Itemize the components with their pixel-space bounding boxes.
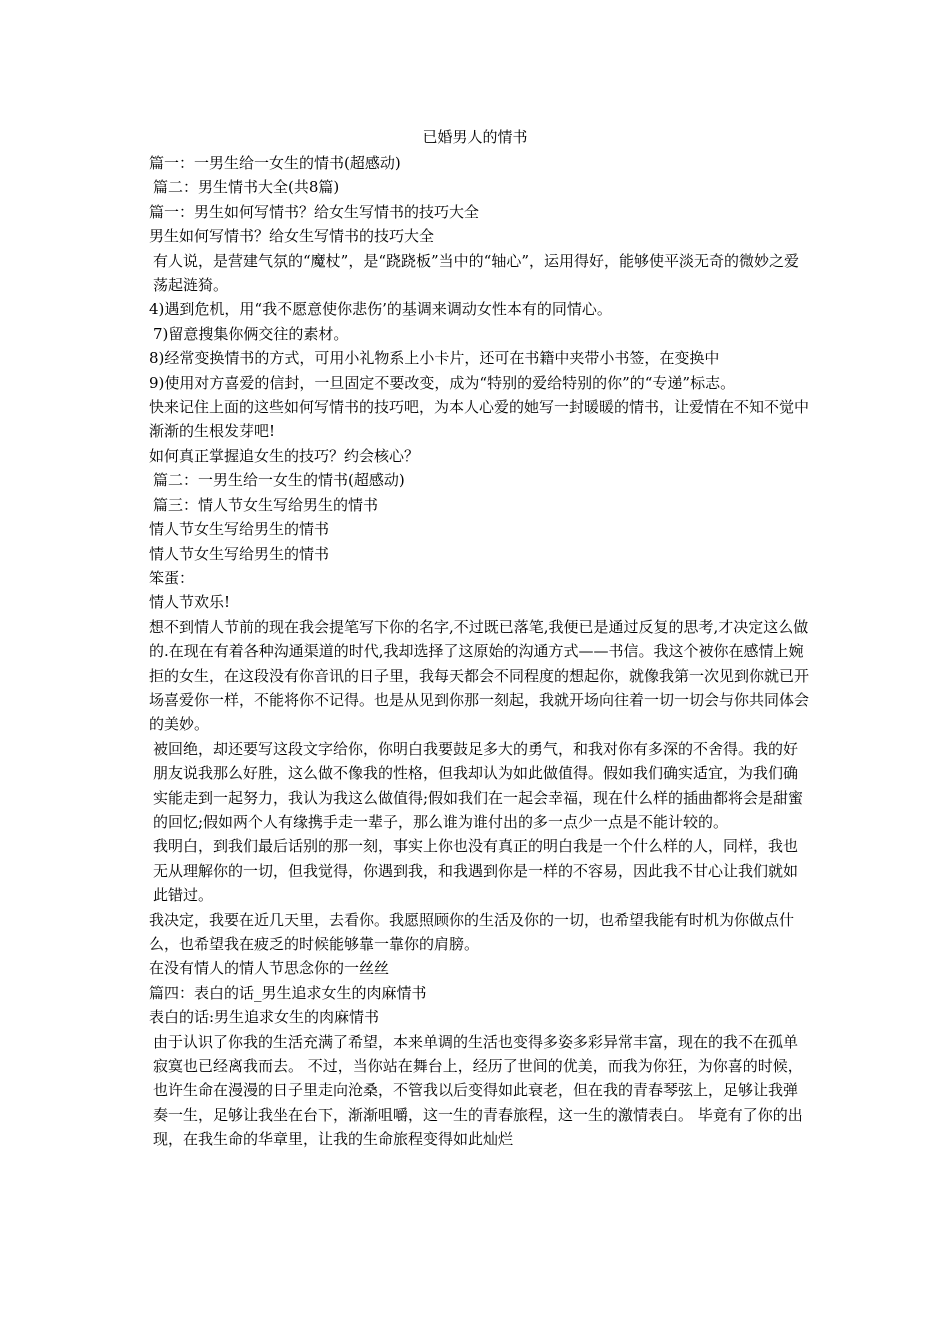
paragraph: 如何真正掌握追女生的技巧？约会核心？	[149, 446, 420, 465]
paragraph-heading: 篇三：情人节女生写给男生的情书	[153, 495, 379, 514]
paragraph-heading: 篇二：一男生给一女生的情书(超感动)	[153, 471, 405, 490]
document-body	[145, 151, 811, 1152]
paragraph-heading-2: 篇二：男生情书大全(共8篇)	[153, 178, 340, 197]
paragraph: 9)使用对方喜爱的信封，一旦固定不要改变，成为“特别的爱给特别的你”的“专递”标志。	[149, 373, 736, 392]
paragraph: 想不到情人节前的现在我会提笔写下你的名字,不过既已落笔,我便已是通过反复的思考,才决定这么做的.在现在有着各种沟通渠道的时代,我却选择了这原始的沟通方式——书信。我这个被你在感情上婉拒的女生，在这段没有你音讯的日子里，我每天都会不同程度的想起你，就像我第一次见到你就已开场喜爱你一样，不能将你不记得。也是从见到你那一刻起，我就开场向往着一切一切会与你共同体会的美妙。	[149, 617, 810, 734]
paragraph: 我明白，到我们最后话别的那一刻，事实上你也没有真正的明白我是一个什么样的人，同样，我也无从理解你的一切，但我觉得，你遇到我，和我遇到你是一样的不容易，因此我不甘心让我们就如此错过。	[153, 837, 799, 905]
paragraph: 7)留意搜集你俩交往的素材。	[153, 324, 349, 343]
paragraph: 8)经常变换情书的方式，可用小礼物系上小卡片，还可在书籍中夹带小书签，在变换中	[149, 349, 720, 368]
paragraph-heading-3: 篇一：男生如何写情书？给女生写情书的技巧大全	[149, 202, 480, 221]
paragraph-heading-1: 篇一：一男生给一女生的情书(超感动)	[149, 154, 401, 172]
document-title: 已婚男人的情书	[422, 128, 528, 146]
paragraph: 情人节欢乐!	[149, 593, 231, 612]
paragraph-heading: 篇四：表白的话_男生追求女生的肉麻情书	[149, 983, 427, 1002]
paragraph: 在没有情人的情人节思念你的一丝丝	[149, 959, 390, 978]
paragraph: 表白的话:男生追求女生的肉麻情书	[149, 1008, 380, 1027]
paragraph: 有人说，是营建气氛的“魔杖”，是“跷跷板”当中的“轴心”，运用得好，能够使平淡无奇的微妙之爱荡起涟猗。	[153, 251, 800, 295]
paragraph: 4)遇到危机，用“我不愿意使你悲伤’的基调来调动女性本有的同情心。	[149, 300, 612, 319]
paragraph: 由于认识了你我的生活充满了希望，本来单调的生活也变得多姿多彩异常丰富，现在的我不在孤单寂寞也已经离我而去。 不过，当你站在舞台上，经历了世间的优美，而我为你狂，为你喜的时候，也许生命在漫漫的日子里走向沧桑，不管我以后变得如此衰老，但在我的青春琴弦上，足够让我弹奏一生，足够让我坐在台下，渐渐咀嚼，这一生的青春旅程，这一生的激情表白。 毕竟有了你的出现，在我生命的华章里，让我的生命旅程变得如此灿烂	[153, 1032, 803, 1149]
paragraph: 我决定，我要在近几天里，去看你。我愿照顾你的生活及你的一切，也希望我能有时机为你做点什么，也希望我在疲乏的时候能够靠一靠你的肩膀。	[149, 910, 795, 953]
paragraph: 情人节女生写给男生的情书	[149, 544, 330, 563]
paragraph: 情人节女生写给男生的情书	[149, 520, 330, 539]
paragraph: 笨蛋：	[149, 568, 195, 587]
paragraph-subtitle: 男生如何写情书？给女生写情书的技巧大全	[149, 227, 435, 246]
paragraph: 被回绝，却还要写这段文字给你，你明白我要鼓足多大的勇气，和我对你有多深的不舍得。我的好朋友说我那么好胜，这么做不像我的性格，但我却认为如此做值得。假如我们确实适宜，为我们确实能走到一起努力，我认为我这么做值得;假如我们在一起会幸福，现在什么样的插曲都将会是甜蜜的回忆;假如两个人有缘携手走一辈子，那么谁为谁付出的多一点少一点是不能计较的。	[153, 739, 804, 831]
paragraph: 快来记住上面的这些如何写情书的技巧吧，为本人心爱的她写一封暖暖的情书，让爱情在不知不觉中渐渐的生根发芽吧!	[149, 398, 810, 441]
